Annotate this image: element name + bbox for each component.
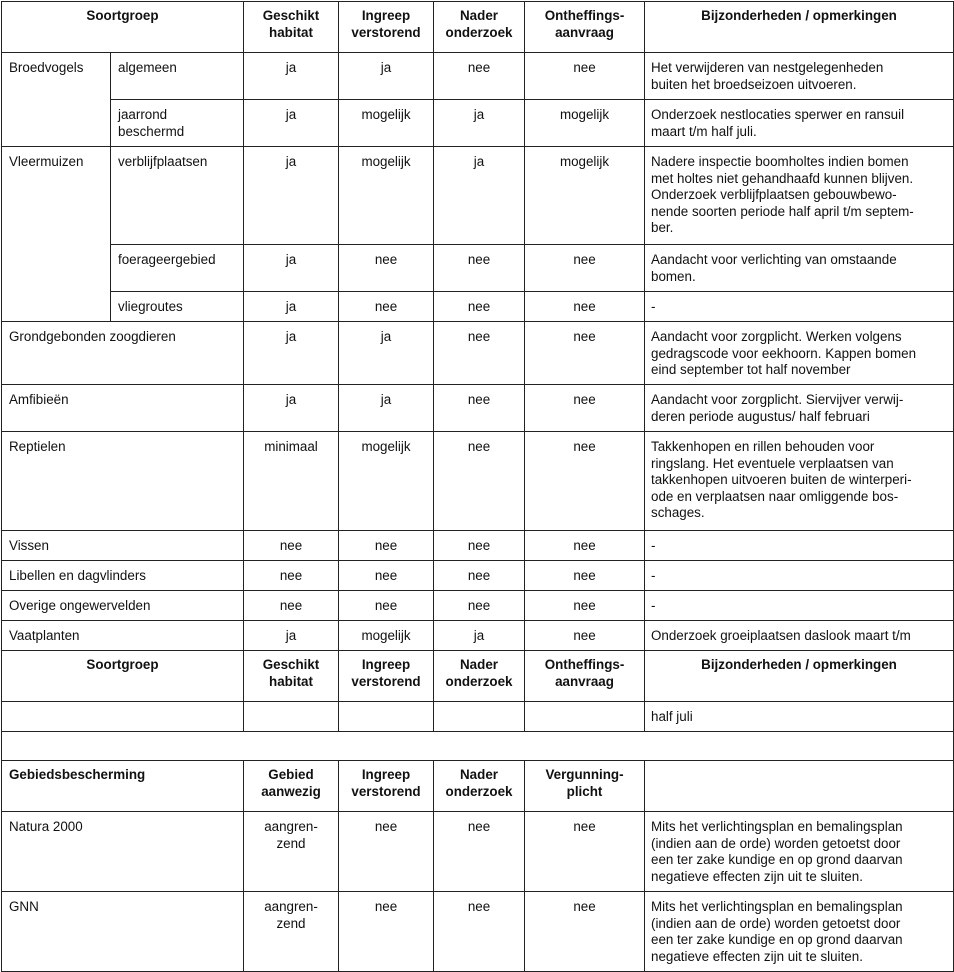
cell-ingreep: mogelijk: [339, 100, 434, 147]
subgroup: jaarrond beschermd: [111, 100, 244, 147]
table-row: [2, 702, 954, 732]
col-bijzonderheden: Bijzonderheden / opmerkingen: [645, 2, 954, 53]
cell-note: -: [645, 561, 954, 591]
table-row: [2, 591, 954, 621]
cell-nader: nee: [434, 591, 525, 621]
col-aanwezig: Gebied aanwezig: [244, 761, 339, 812]
table-row: [2, 812, 954, 892]
col-geschikt: Geschikt habitat: [244, 651, 339, 702]
table-row: [2, 892, 954, 972]
cell-note: Mits het verlichtingsplan en bemalingsplan (indien aan de orde) worden getoetst door een ter zake kundige en op grond daarvan negatieve effecten zijn uit te sluiten.: [645, 892, 954, 972]
group-name: Amfibieën: [2, 385, 244, 432]
cell-ingreep: nee: [339, 531, 434, 561]
cell-geschikt: ja: [244, 385, 339, 432]
cell-ontheffing: nee: [525, 561, 645, 591]
table-row: [2, 621, 954, 651]
cell-ingreep: mogelijk: [339, 147, 434, 245]
col-ingreep: Ingreep verstorend: [339, 651, 434, 702]
table-row: [2, 385, 954, 432]
cell-note: Takkenhopen en rillen behouden voor ringslang. Het eventuele verplaatsen van takkenhopen uitvoeren buiten de winterperi- ode en verplaatsen naar omliggende bos- schages.: [645, 432, 954, 531]
species-table: [1, 1, 954, 972]
group-name: Vaatplanten: [2, 621, 244, 651]
table-row: [2, 147, 954, 245]
col-nader: Nader onderzoek: [434, 2, 525, 53]
empty-cell: [339, 702, 434, 732]
subgroup: verblijfplaatsen: [111, 147, 244, 245]
empty-cell: [645, 761, 954, 812]
cell-ontheffing: mogelijk: [525, 147, 645, 245]
empty-cell: [525, 702, 645, 732]
table-row: [2, 432, 954, 531]
table-row: [2, 100, 954, 147]
table-row: [2, 53, 954, 100]
table-row: [2, 322, 954, 385]
group-name: Overige ongewervelden: [2, 591, 244, 621]
cell-ontheffing: nee: [525, 432, 645, 531]
cell-ingreep: mogelijk: [339, 621, 434, 651]
cell-geschikt: minimaal: [244, 432, 339, 531]
cell-nader: nee: [434, 292, 525, 322]
cell-nader: ja: [434, 100, 525, 147]
cell-nader: nee: [434, 812, 525, 892]
cell-ingreep: nee: [339, 561, 434, 591]
col-ingreep: Ingreep verstorend: [339, 761, 434, 812]
cell-ontheffing: nee: [525, 591, 645, 621]
cell-note: Het verwijderen van nestgelegenheden buiten het broedseizoen uitvoeren.: [645, 53, 954, 100]
cell-note: Nadere inspectie boomholtes indien bomen met holtes niet gehandhaafd kunnen blijven. Onderzoek verblijfplaatsen gebouwbewo- nende soorten periode half april t/m septem- ber.: [645, 147, 954, 245]
cell-ontheffing: nee: [525, 322, 645, 385]
cell-aanwezig: aangren- zend: [244, 892, 339, 972]
col-ontheffing: Ontheffings- aanvraag: [525, 2, 645, 53]
empty-cell: [2, 702, 244, 732]
col-soortgroep: Soortgroep: [2, 651, 244, 702]
cell-ingreep: ja: [339, 385, 434, 432]
group-name: Libellen en dagvlinders: [2, 561, 244, 591]
cell-nader: nee: [434, 892, 525, 972]
cell-note: Mits het verlichtingsplan en bemalingsplan (indien aan de orde) worden getoetst door een ter zake kundige en op grond daarvan negatieve effecten zijn uit te sluiten.: [645, 812, 954, 892]
subgroup: foerageergebied: [111, 245, 244, 292]
area-name: Natura 2000: [2, 812, 244, 892]
table-row: [2, 245, 954, 292]
cell-nader: nee: [434, 385, 525, 432]
cell-geschikt: ja: [244, 245, 339, 292]
col-nader: Nader onderzoek: [434, 651, 525, 702]
cell-ontheffing: nee: [525, 292, 645, 322]
spacer: [2, 732, 954, 761]
header-row-repeat: [2, 651, 954, 702]
cell-geschikt: ja: [244, 292, 339, 322]
gebied-title: Gebiedsbescherming: [2, 761, 244, 812]
cell-ingreep: nee: [339, 591, 434, 621]
header-row: [2, 2, 954, 53]
subgroup: vliegroutes: [111, 292, 244, 322]
cell-geschikt: nee: [244, 591, 339, 621]
cell-ontheffing: nee: [525, 245, 645, 292]
col-ingreep: Ingreep verstorend: [339, 2, 434, 53]
cell-nader: nee: [434, 432, 525, 531]
cell-geschikt: nee: [244, 561, 339, 591]
cell-ingreep: nee: [339, 292, 434, 322]
gebied-header-row: [2, 761, 954, 812]
cell-aanwezig: aangren- zend: [244, 812, 339, 892]
cell-ontheffing: nee: [525, 621, 645, 651]
group-name: Grondgebonden zoogdieren: [2, 322, 244, 385]
group-vleermuizen: Vleermuizen: [2, 147, 111, 322]
cell-nader: ja: [434, 621, 525, 651]
cell-geschikt: nee: [244, 531, 339, 561]
group-name: Reptielen: [2, 432, 244, 531]
cell-geschikt: ja: [244, 53, 339, 100]
col-ontheffing: Ontheffings- aanvraag: [525, 651, 645, 702]
cell-nader: nee: [434, 245, 525, 292]
cell-ingreep: mogelijk: [339, 432, 434, 531]
cell-geschikt: ja: [244, 100, 339, 147]
group-name: Vissen: [2, 531, 244, 561]
table-row: [2, 561, 954, 591]
cell-ingreep: nee: [339, 245, 434, 292]
area-name: GNN: [2, 892, 244, 972]
subgroup: algemeen: [111, 53, 244, 100]
col-nader: Nader onderzoek: [434, 761, 525, 812]
cell-ingreep: ja: [339, 322, 434, 385]
cell-geschikt: ja: [244, 147, 339, 245]
empty-cell: [244, 702, 339, 732]
cell-note: -: [645, 531, 954, 561]
spacer-row: [2, 732, 954, 761]
table-row: [2, 531, 954, 561]
cell-nader: nee: [434, 531, 525, 561]
col-geschikt: Geschikt habitat: [244, 2, 339, 53]
cell-nader: nee: [434, 53, 525, 100]
cell-ontheffing: mogelijk: [525, 100, 645, 147]
cell-note: Aandacht voor zorgplicht. Werken volgens gedragscode voor eekhoorn. Kappen bomen eind september tot half november: [645, 322, 954, 385]
cell-geschikt: ja: [244, 621, 339, 651]
cell-note: Aandacht voor verlichting van omstaande bomen.: [645, 245, 954, 292]
col-soortgroep: Soortgroep: [2, 2, 244, 53]
col-bijzonderheden: Bijzonderheden / opmerkingen: [645, 651, 954, 702]
cell-note: -: [645, 591, 954, 621]
cell-note: Onderzoek groeiplaatsen daslook maart t/m: [645, 621, 954, 651]
cell-nader: nee: [434, 322, 525, 385]
cell-note: half juli: [645, 702, 954, 732]
cell-ontheffing: nee: [525, 531, 645, 561]
cell-ingreep: nee: [339, 892, 434, 972]
cell-ontheffing: nee: [525, 53, 645, 100]
cell-vergunning: nee: [525, 892, 645, 972]
cell-ingreep: nee: [339, 812, 434, 892]
cell-vergunning: nee: [525, 812, 645, 892]
cell-geschikt: ja: [244, 322, 339, 385]
group-broedvogels: Broedvogels: [2, 53, 111, 147]
empty-cell: [434, 702, 525, 732]
col-vergunning: Vergunning- plicht: [525, 761, 645, 812]
cell-nader: nee: [434, 561, 525, 591]
cell-ontheffing: nee: [525, 385, 645, 432]
cell-nader: ja: [434, 147, 525, 245]
cell-note: Onderzoek nestlocaties sperwer en ransuil maart t/m half juli.: [645, 100, 954, 147]
cell-ingreep: ja: [339, 53, 434, 100]
table-row: [2, 292, 954, 322]
cell-note: -: [645, 292, 954, 322]
cell-note: Aandacht voor zorgplicht. Siervijver verwij- deren periode augustus/ half februari: [645, 385, 954, 432]
